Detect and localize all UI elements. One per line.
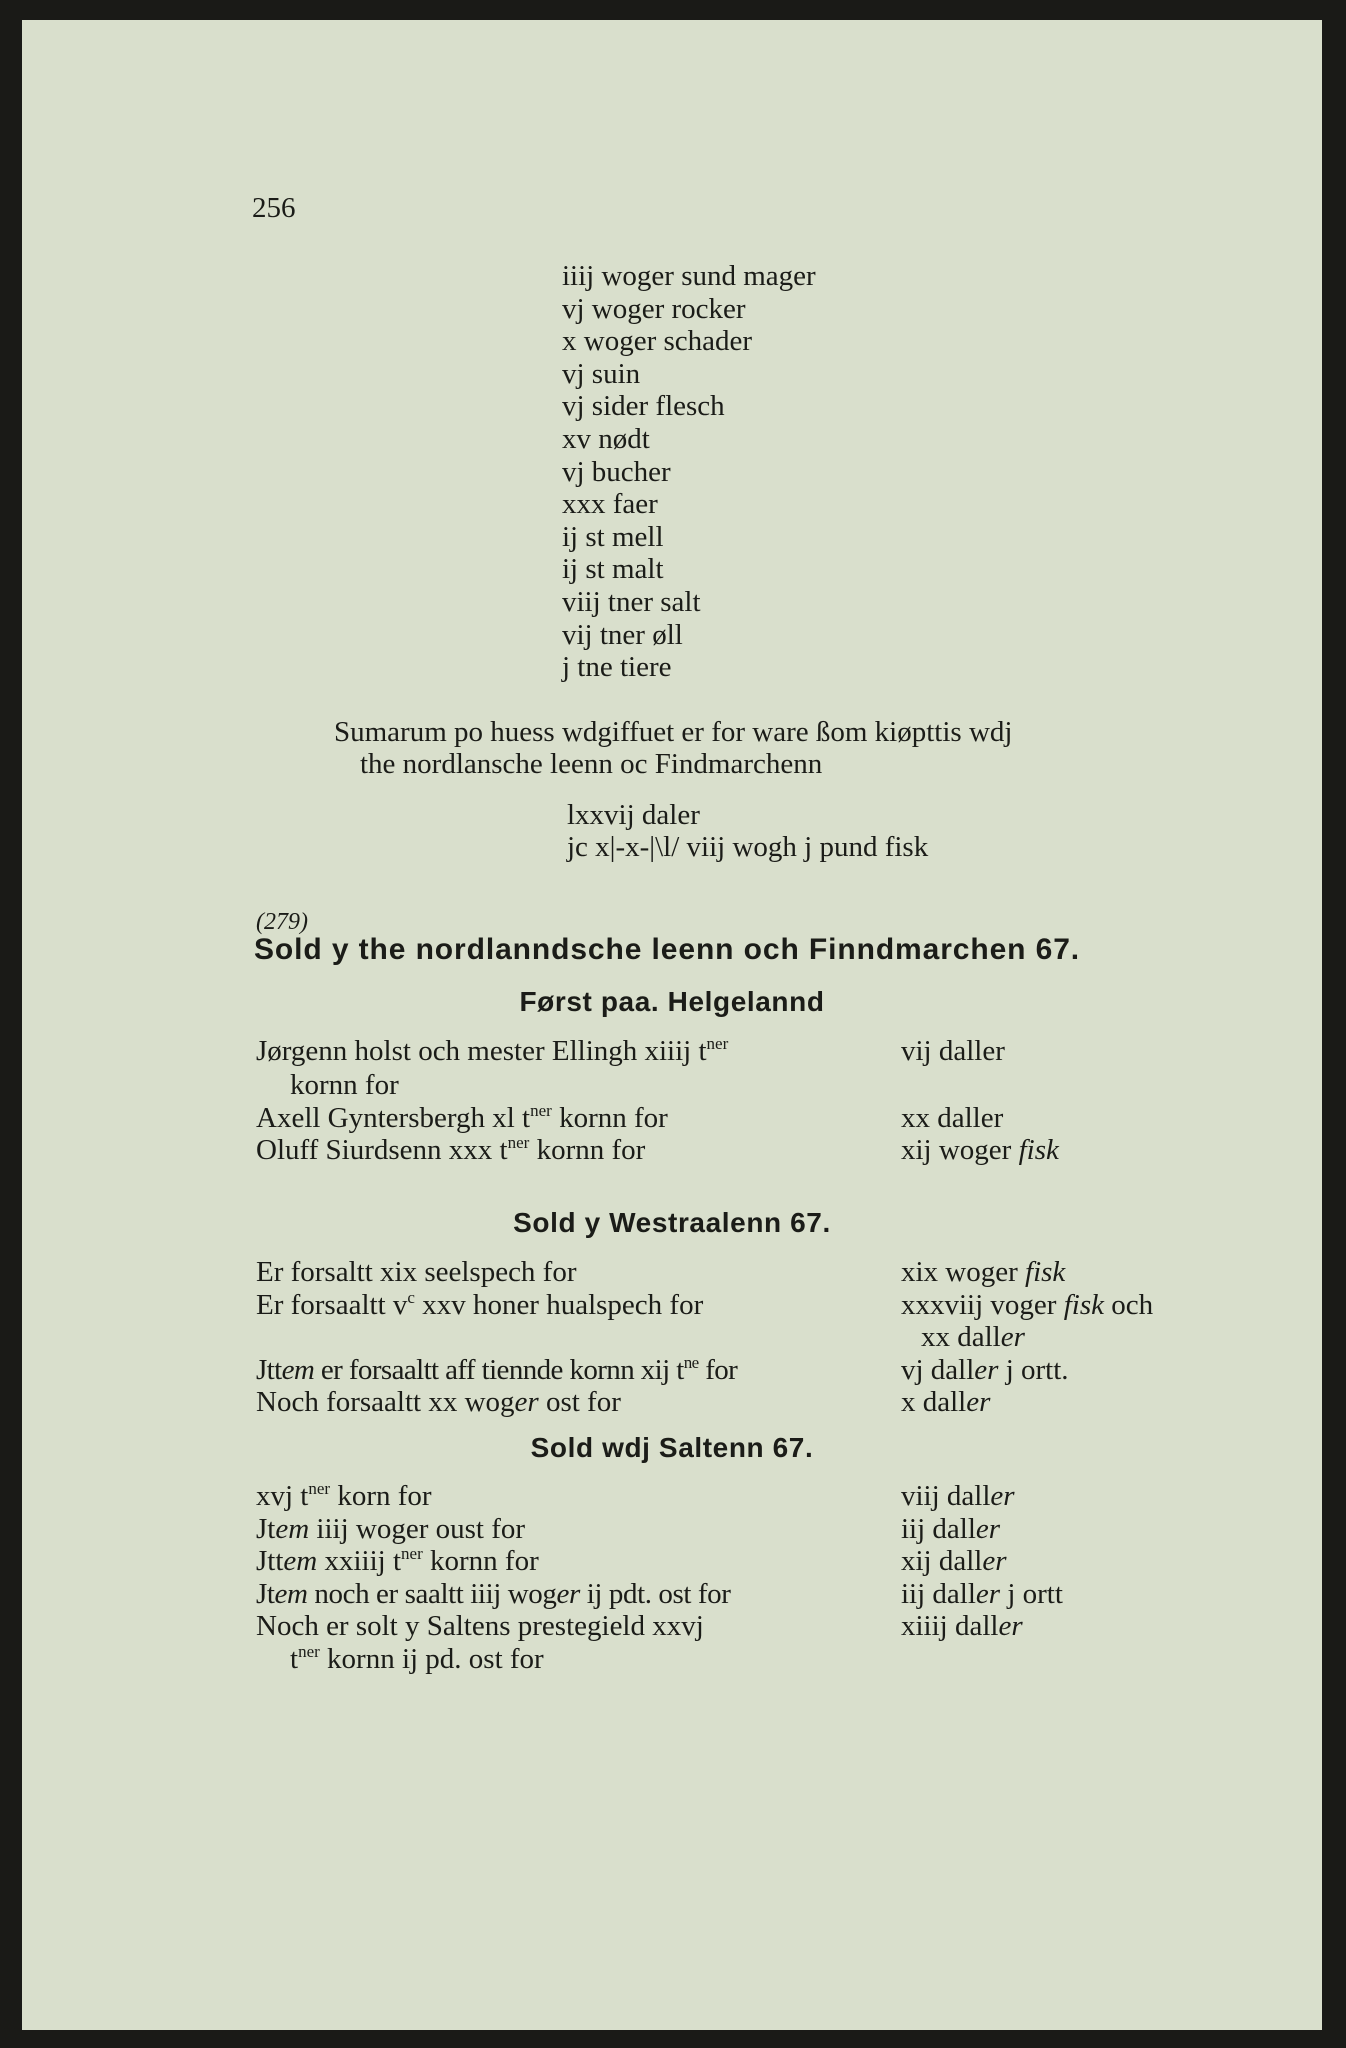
row-amount-continuation: xx daller <box>921 1321 1025 1353</box>
section-heading-salten: Sold wdj Saltenn 67. <box>530 1432 814 1463</box>
provision-item: xxx faer <box>562 488 658 521</box>
row-amount: xij daller <box>901 1545 1007 1577</box>
row-description: Axell Gyntersbergh xl $t^{ner}$ kornn for <box>256 1100 668 1134</box>
ledger-row <box>256 1610 1256 1643</box>
row-amount: iij daller <box>901 1512 1001 1545</box>
ledger-row <box>256 1035 1256 1069</box>
provisions-list <box>562 260 816 684</box>
row-description: Jtem noch er saaltt iiij woger ij pdt. ost for <box>256 1577 731 1610</box>
entry-number: (279) <box>256 909 308 935</box>
provision-item: vij tner øll <box>562 618 683 651</box>
ledger-row <box>256 1386 1256 1419</box>
document-page <box>22 20 1322 2030</box>
ledger-salten <box>256 1480 1256 1675</box>
provision-item: vj bucher <box>562 455 671 488</box>
ledger-row-continuation <box>256 1069 1256 1102</box>
ledger-row-continuation <box>256 1643 1256 1676</box>
provision-item: iiij woger sund mager <box>562 260 816 292</box>
summary-line: the nordlansche leenn oc Findmarchenn <box>360 748 823 780</box>
row-amount: xix woger fisk <box>901 1256 1066 1288</box>
row-amount: xij woger fisk <box>901 1134 1059 1166</box>
row-amount: xx daller <box>901 1101 1004 1134</box>
row-amount: xxxviij voger fisk och <box>901 1288 1154 1321</box>
page-number: 256 <box>252 192 296 224</box>
row-amount: vj daller j ortt. <box>901 1353 1069 1386</box>
provision-item: xv nødt <box>562 422 650 455</box>
provision-item: viij tner salt <box>562 585 701 618</box>
row-description: Er forsaltt xix seelspech for <box>256 1256 577 1288</box>
row-description: Er forsaaltt $v^c$ xxv honer hualspech for <box>256 1287 704 1321</box>
row-description: Jørgenn holst och mester Ellingh xiiij $t^{ner}$ <box>256 1034 729 1067</box>
ledger-row <box>256 1545 1256 1578</box>
row-amount: iij daller j ortt <box>901 1577 1063 1610</box>
provision-item: x woger schader <box>562 325 753 358</box>
provision-item: ij st malt <box>562 553 664 586</box>
row-description: Noch forsaaltt xx woger ost for <box>256 1386 621 1418</box>
row-continuation: $t^{ner}$ kornn ij pd. ost for <box>290 1641 544 1675</box>
section-heading-helgeland: Først paa. Helgelannd <box>519 986 825 1017</box>
ledger-helgeland <box>256 1035 1256 1167</box>
ledger-row <box>256 1578 1256 1611</box>
ledger-row <box>256 1480 1256 1513</box>
row-description: Jttem er forsaaltt aff tiennde kornn xij $t^{ne}$ for <box>256 1352 738 1386</box>
row-amount: xiiij daller <box>901 1610 1023 1642</box>
row-amount: viij daller <box>901 1480 1015 1512</box>
ledger-westraalen <box>256 1256 1256 1419</box>
ledger-row <box>256 1289 1256 1322</box>
provision-item: j tne tiere <box>562 651 672 684</box>
row-amount: vij daller <box>901 1035 1005 1067</box>
section-heading-westraalen: Sold y Westraalenn 67. <box>513 1207 831 1238</box>
main-heading: Sold y the nordlanndsche leenn och Finndmarchen 67. <box>254 933 1081 966</box>
summary-paragraph <box>334 716 1234 780</box>
row-description: xvj $t^{ner}$ korn for <box>256 1479 432 1512</box>
ledger-row <box>256 1102 1256 1135</box>
ledger-row <box>256 1354 1256 1387</box>
row-continuation: kornn for <box>290 1069 399 1101</box>
provision-item: vj suin <box>562 357 641 390</box>
total-line: lxxvij daler <box>567 799 700 831</box>
provision-item: vj sider flesch <box>562 390 725 423</box>
ledger-row-continuation <box>256 1321 1256 1354</box>
total-line: jc x|-x-|\l/ viij wogh j pund fisk <box>567 831 929 863</box>
ledger-row <box>256 1513 1256 1546</box>
row-description: Oluff Siurdsenn xxx $t^{ner}$ kornn for <box>256 1133 646 1166</box>
row-description: Jttem xxiiij $t^{ner}$ kornn for <box>256 1544 539 1577</box>
ledger-row <box>256 1134 1256 1167</box>
row-description: Noch er solt y Saltens prestegield xxvj <box>256 1610 704 1642</box>
provision-item: ij st mell <box>562 520 664 553</box>
summary-line: Sumarum po huess wdgiffuet er for ware ßom kiøpttis wdj <box>334 716 1013 748</box>
row-description: Jtem iiij woger oust for <box>256 1512 526 1545</box>
totals-block <box>567 799 928 863</box>
row-amount: x daller <box>901 1386 991 1418</box>
ledger-row <box>256 1256 1256 1289</box>
provision-item: vj woger rocker <box>562 292 746 325</box>
